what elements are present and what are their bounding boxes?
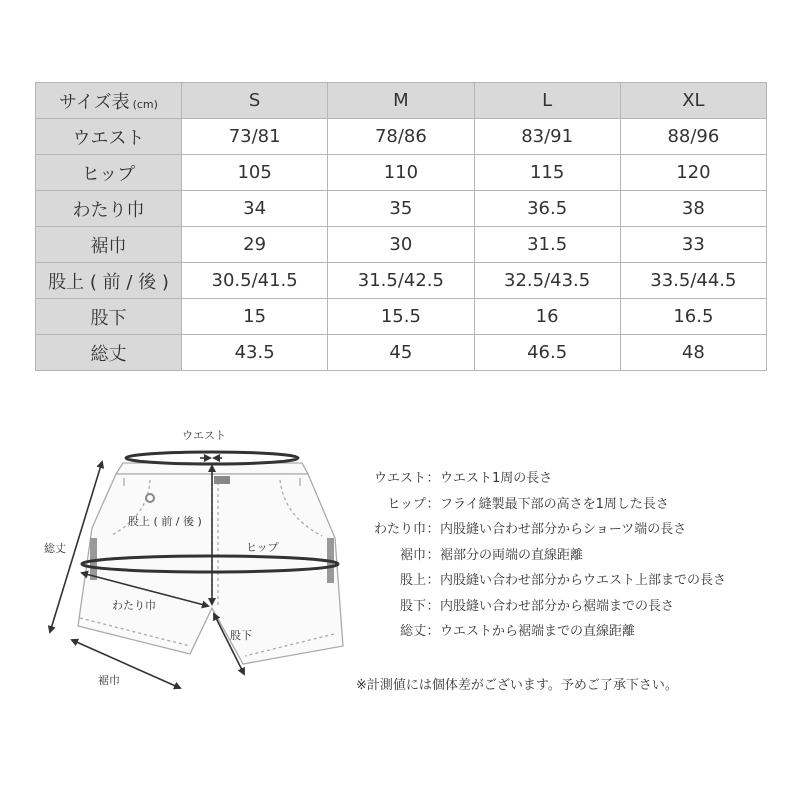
- size-header-l: L: [474, 83, 620, 119]
- table-cell: 15.5: [328, 299, 474, 335]
- diagram-label-thigh: わたり巾: [112, 599, 156, 612]
- table-cell: 88/96: [620, 119, 766, 155]
- legend-label: 股下: [399, 598, 426, 614]
- table-cell: 73/81: [182, 119, 328, 155]
- table-cell: 33: [620, 227, 766, 263]
- table-cell: 29: [182, 227, 328, 263]
- waist-loop: [126, 452, 298, 464]
- legend-label: ウエスト: [373, 471, 426, 486]
- row-label-thigh: わたり巾: [36, 191, 182, 227]
- diagram-label-rise: 股上 ( 前 / 後 ): [128, 515, 202, 528]
- table-cell: 83/91: [474, 119, 620, 155]
- disclaimer-note: ※計測値には個体差がございます。予めご了承下さい。: [356, 678, 678, 693]
- legend-separator: ：: [426, 573, 440, 588]
- table-row: [36, 299, 767, 335]
- table-cell: 105: [182, 155, 328, 191]
- table-cell: 78/86: [328, 119, 474, 155]
- diagram-label-waist: ウエスト: [182, 429, 226, 442]
- row-label-hip: ヒップ: [36, 155, 182, 191]
- table-cell: 33.5/44.5: [620, 263, 766, 299]
- table-row: [36, 335, 767, 371]
- table-cell: 34: [182, 191, 328, 227]
- size-header-xl: XL: [620, 83, 766, 119]
- legend-description: 裾部分の両端の直線距離: [440, 547, 584, 563]
- size-table: [35, 82, 767, 371]
- list-item: [356, 466, 726, 492]
- table-cell: 16.5: [620, 299, 766, 335]
- legend-separator: ：: [426, 598, 440, 614]
- diagram-label-length: 総丈: [44, 542, 66, 555]
- list-item: [356, 517, 726, 543]
- measurement-legend: [356, 466, 726, 645]
- table-cell: 32.5/43.5: [474, 263, 620, 299]
- size-header-m: M: [328, 83, 474, 119]
- row-label-inseam: 股下: [36, 299, 182, 335]
- legend-separator: ：: [426, 624, 440, 639]
- size-table-header-row: [36, 83, 767, 119]
- table-cell: 115: [474, 155, 620, 191]
- legend-description: ウエストから裾端までの直線距離: [440, 624, 636, 639]
- table-cell: 35: [328, 191, 474, 227]
- table-row: [36, 191, 767, 227]
- legend-separator: ：: [426, 471, 440, 486]
- row-label-waist: ウエスト: [36, 119, 182, 155]
- table-cell: 15: [182, 299, 328, 335]
- row-label-hem: 裾巾: [36, 227, 182, 263]
- table-cell: 31.5: [474, 227, 620, 263]
- legend-label: 総丈: [399, 624, 426, 639]
- table-cell: 16: [474, 299, 620, 335]
- table-row: [36, 119, 767, 155]
- table-cell: 30: [328, 227, 474, 263]
- size-table-corner: [36, 83, 182, 119]
- table-cell: 48: [620, 335, 766, 371]
- legend-label: わたり巾: [373, 522, 426, 537]
- size-table-unit: (cm): [132, 97, 158, 111]
- legend-label: 股上: [399, 573, 426, 588]
- size-header-s: S: [182, 83, 328, 119]
- diagram-label-inseam: 股下: [230, 629, 252, 642]
- table-row: [36, 155, 767, 191]
- row-label-length: 総丈: [36, 335, 182, 371]
- table-row: [36, 263, 767, 299]
- legend-label: ヒップ: [387, 496, 426, 512]
- legend-description: ウエスト1周の長さ: [440, 471, 553, 486]
- list-item: [356, 594, 726, 620]
- table-cell: 38: [620, 191, 766, 227]
- list-item: [356, 568, 726, 594]
- table-cell: 43.5: [182, 335, 328, 371]
- list-item: [356, 492, 726, 518]
- belt-buckle: [214, 476, 230, 484]
- list-item: [356, 619, 726, 645]
- table-cell: 31.5/42.5: [328, 263, 474, 299]
- size-table-title: サイズ表: [59, 91, 130, 113]
- legend-description: 内股縫い合わせ部分からショーツ端の長さ: [440, 522, 687, 537]
- shorts-measurement-diagram: [40, 418, 350, 708]
- legend-description: 内股縫い合わせ部分から裾端までの長さ: [440, 598, 675, 614]
- table-cell: 45: [328, 335, 474, 371]
- table-cell: 36.5: [474, 191, 620, 227]
- shorts-illustration: [78, 463, 343, 664]
- legend-separator: ：: [426, 522, 440, 537]
- legend-description: フライ縫製最下部の高さを1周した長さ: [440, 496, 669, 512]
- diagram-label-hip: ヒップ: [246, 541, 279, 554]
- list-item: [356, 543, 726, 569]
- legend-separator: ：: [426, 547, 440, 563]
- legend-label: 裾巾: [399, 547, 426, 563]
- table-cell: 110: [328, 155, 474, 191]
- table-cell: 30.5/41.5: [182, 263, 328, 299]
- table-cell: 120: [620, 155, 766, 191]
- row-label-rise: 股上 ( 前 / 後 ): [36, 263, 182, 299]
- legend-separator: ：: [426, 496, 440, 512]
- legend-description: 内股縫い合わせ部分からウエスト上部までの長さ: [440, 573, 727, 588]
- table-row: [36, 227, 767, 263]
- diagram-label-hem: 裾巾: [98, 674, 120, 687]
- table-cell: 46.5: [474, 335, 620, 371]
